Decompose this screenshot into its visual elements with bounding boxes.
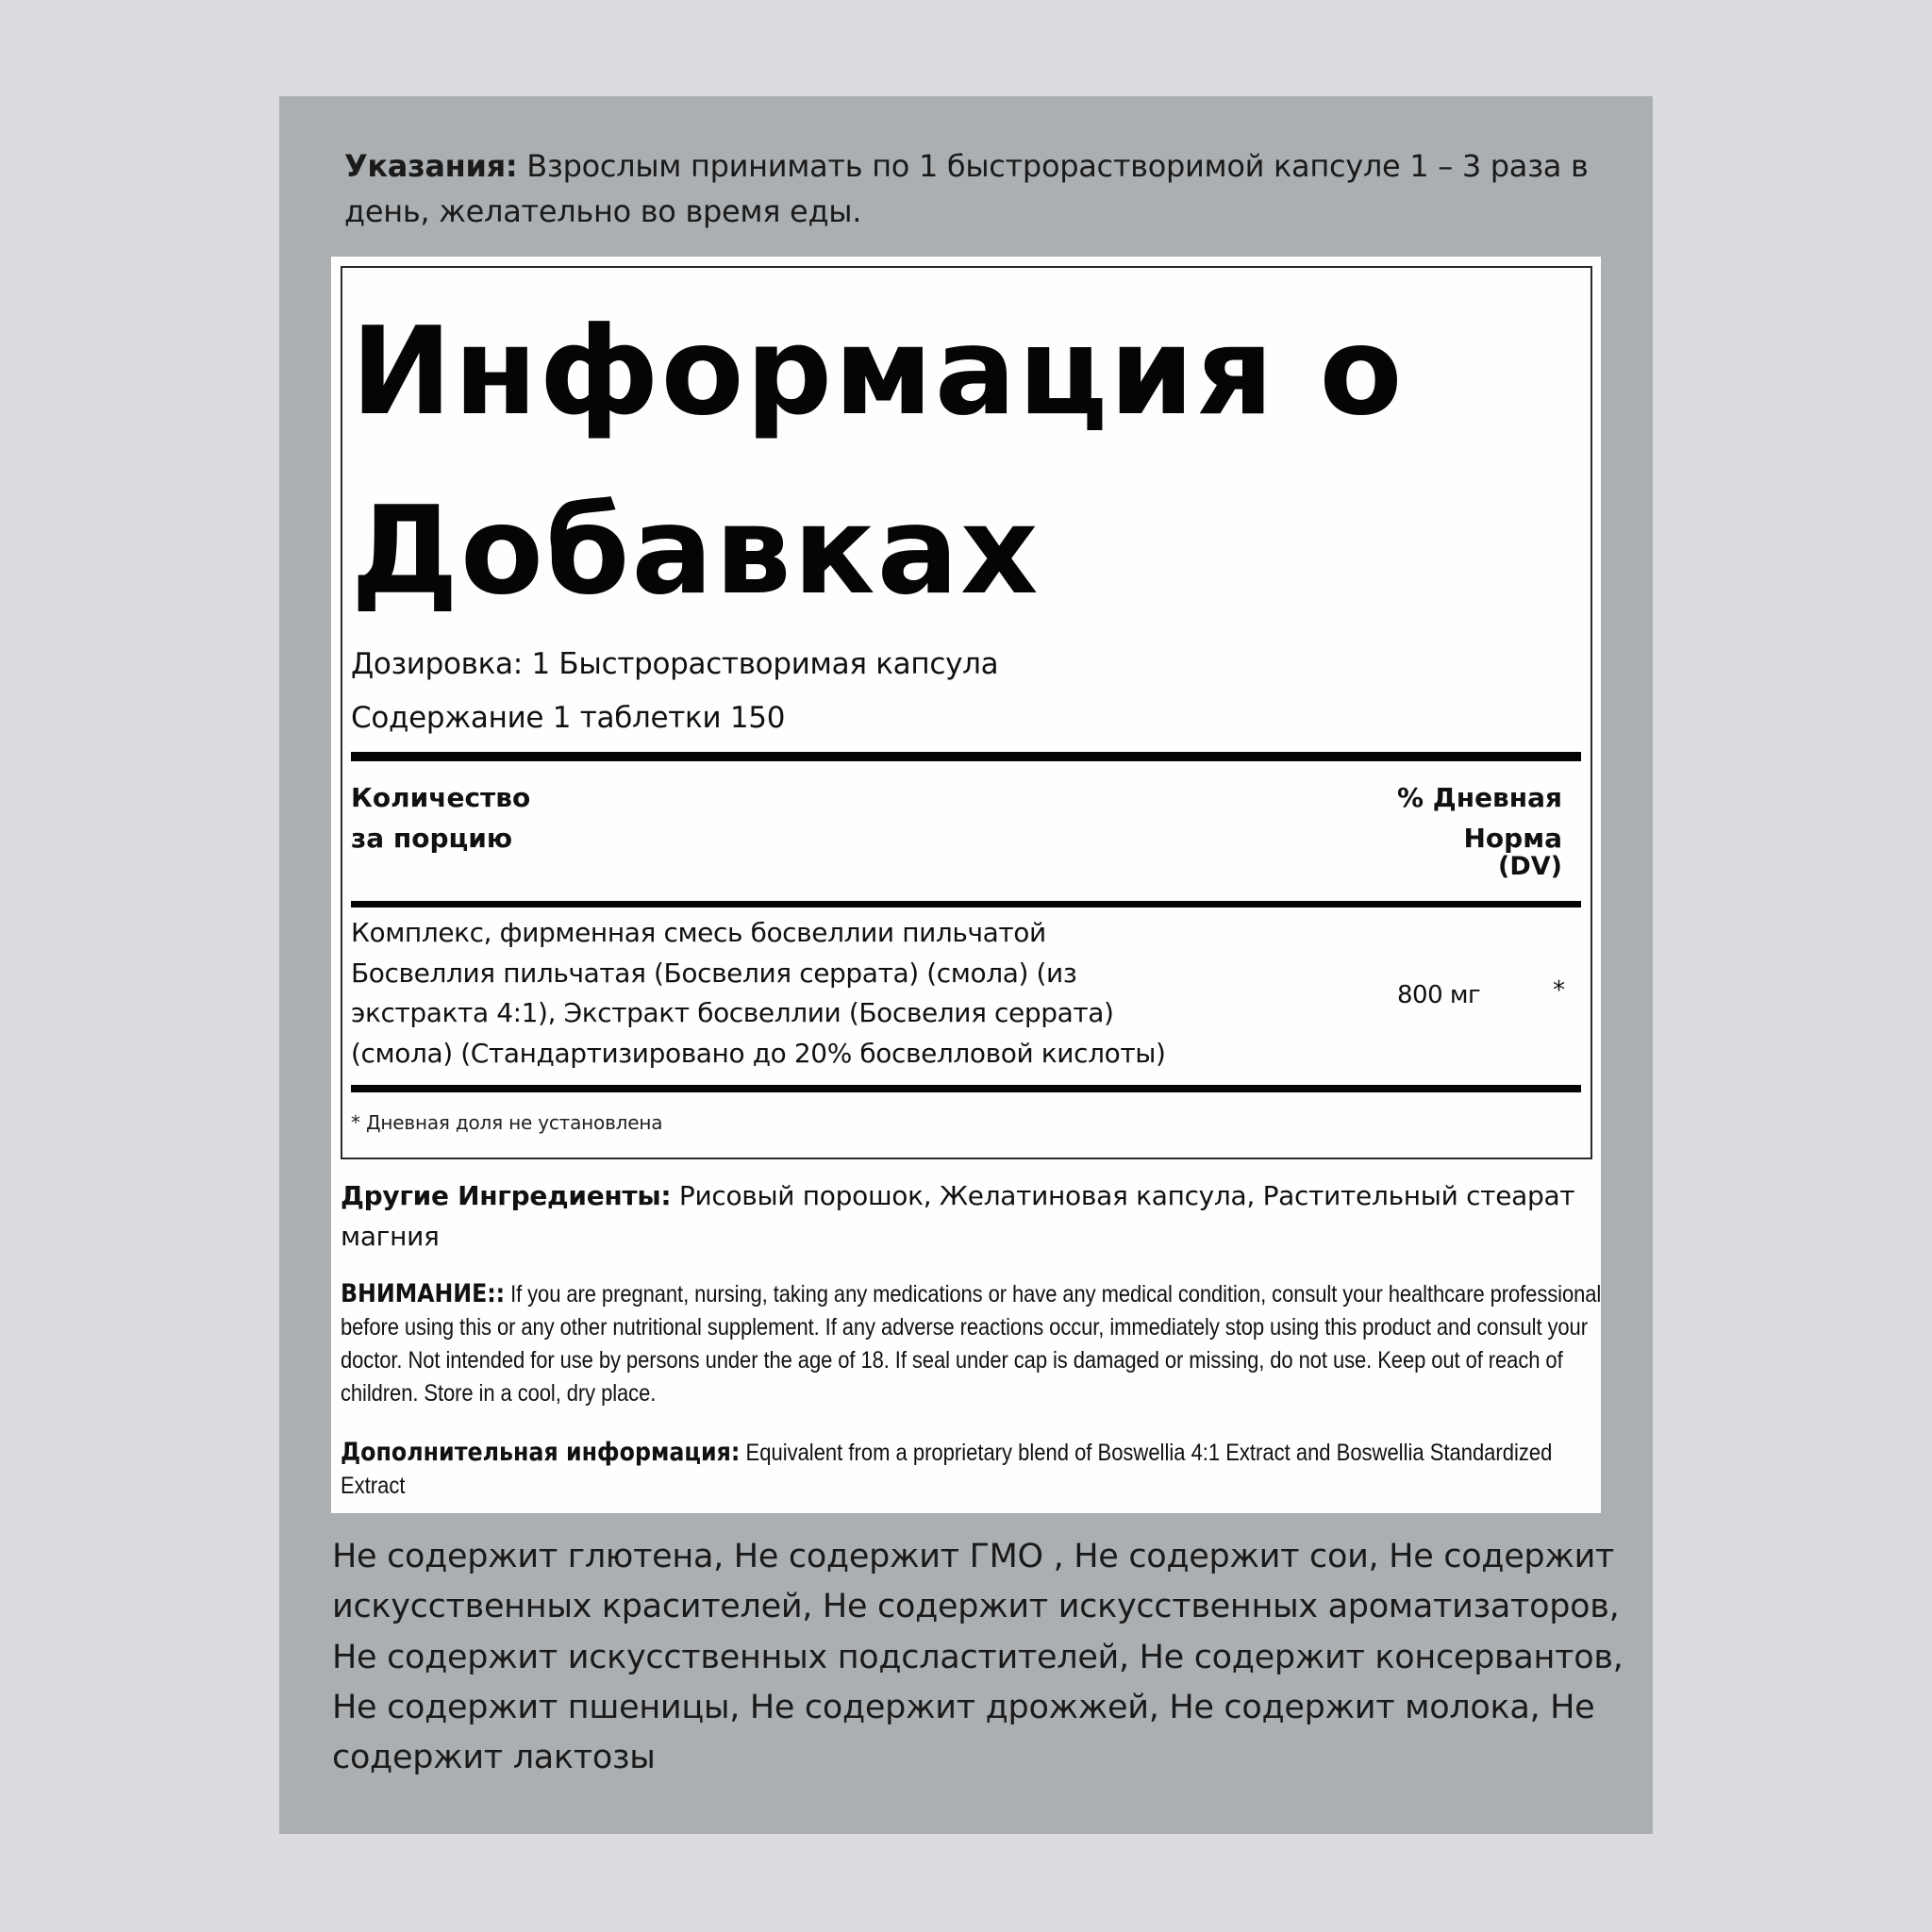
serving-size: Дозировка: 1 Быстрорастворимая капсула — [351, 647, 999, 681]
amount-header-line-1: Количество — [351, 782, 531, 813]
amount-per-serving-header — [351, 777, 530, 858]
other-ingredients-text: Рисовый порошок, Желатиновая капсула, Растительный стеарат магния — [341, 1180, 1575, 1252]
header-divider — [351, 901, 1581, 908]
title-line-1: Информация о — [351, 302, 1405, 442]
other-ingredients — [341, 1175, 1595, 1257]
directions-body: Взрослым принимать по 1 быстрорастворимой капсуле 1 – 3 раза в день, желательно во время еды. — [344, 148, 1589, 229]
footer-divider — [351, 1085, 1581, 1092]
dv-header-line-2: Норма — [1463, 823, 1562, 854]
title-line-2: Добавках — [351, 481, 1041, 622]
dv-header-line-1: % Дневная — [1396, 782, 1562, 813]
additional-info-label: Дополнительная информация: — [341, 1438, 741, 1467]
warning-label: ВНИМАНИЕ:: — [341, 1279, 506, 1308]
ingredient-line: Комплекс, фирменная смесь босвеллии пильчатой — [351, 917, 1046, 948]
ingredient-name — [351, 913, 1200, 1074]
directions-text — [344, 143, 1590, 234]
ingredient-line: (смола) (Стандартизировано до 20% босвелловой кислоты) — [351, 1037, 1166, 1069]
daily-value-header — [1397, 777, 1562, 881]
free-from-claims: Не содержит глютена, Не содержит ГМО , Не содержит сои, Не содержит искусственных красителей, Не содержит искусственных ароматизаторов, Не содержит искусственных подсластителей, Не содержит консервантов, Не содержит пшеницы, Не содержит дрожжей, Не содержит молока, Не содержит лактозы — [332, 1538, 1624, 1777]
ingredient-line: Босвеллия пильчатая (Босвелия серрата) (смола) (из — [351, 957, 1077, 989]
thick-divider — [351, 752, 1581, 761]
ingredient-line: экстракта 4:1), Экстракт босвеллии (Босвелия серрата) — [351, 997, 1114, 1028]
ingredient-daily-value: * — [1553, 976, 1565, 1005]
amount-header-line-2: за порцию — [351, 823, 513, 854]
other-ingredients-label: Другие Ингредиенты: — [341, 1180, 672, 1211]
supplement-facts-title — [351, 283, 1577, 641]
daily-value-footnote: * Дневная доля не установлена — [351, 1111, 663, 1134]
additional-info-text: Equivalent from a proprietary blend of Boswellia 4:1 Extract and Boswellia Standardized Extract — [341, 1440, 1553, 1499]
directions-label: Указания: — [344, 148, 518, 184]
ingredient-amount: 800 мг — [1397, 981, 1481, 1009]
additional-info — [341, 1436, 1603, 1503]
dv-header-line-3: (DV) — [1498, 852, 1562, 881]
warning-body: If you are pregnant, nursing, taking any medications or have any medical condition, consult your healthcare professional before using this or any other nutritional supplement. If any adverse reactions occur, immediately stop using this product and consult your doctor. Not intended for use by persons under the age of 18. If seal under cap is damaged or missing, do not use. Keep out of reach of children. Store in a cool, dry place. — [341, 1281, 1602, 1407]
servings-per-container: Содержание 1 таблетки 150 — [351, 701, 786, 735]
warning-text — [341, 1277, 1603, 1410]
